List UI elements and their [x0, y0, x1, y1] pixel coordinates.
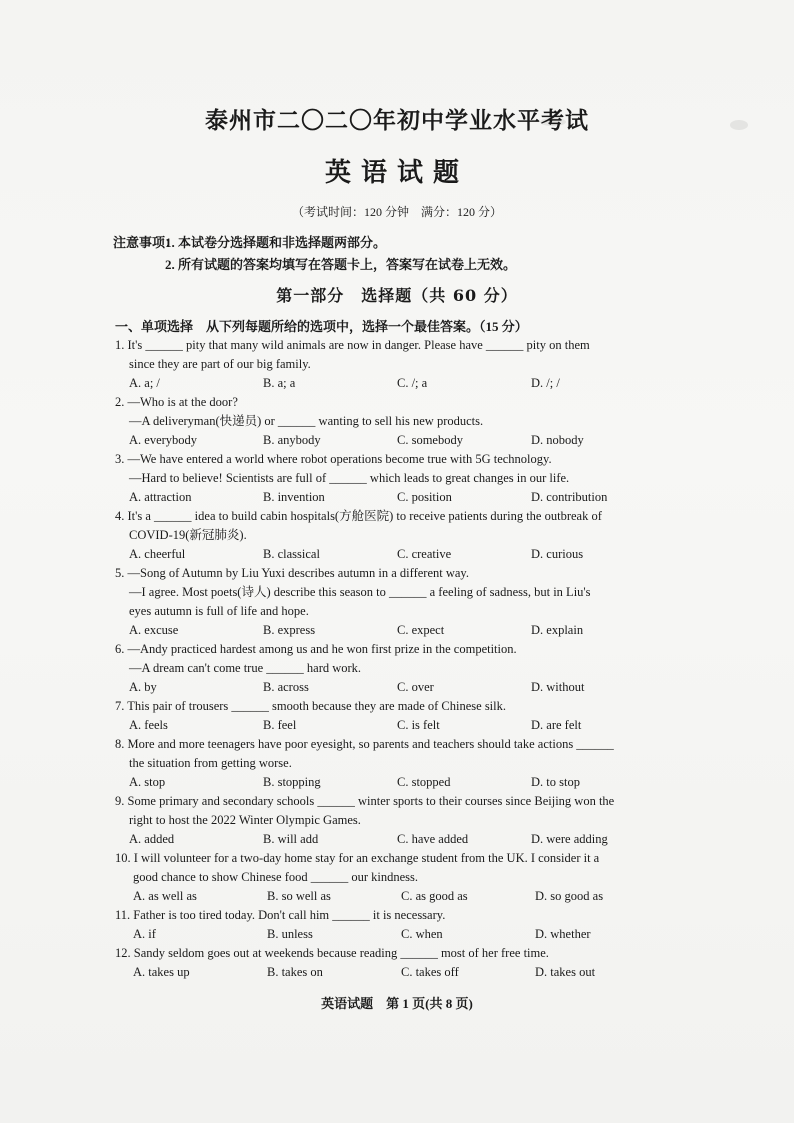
option-row: [115, 374, 700, 393]
option-c: C. when: [401, 927, 443, 941]
notes-item: 2. 所有试题的答案均填写在答题卡上，答案写在试卷上无效。: [165, 257, 517, 272]
option-c: C. takes off: [401, 965, 459, 979]
question-text: 1. It's ______ pity that many wild animals are now in danger. Please have ______ pity on them: [115, 338, 590, 352]
option-row: [115, 621, 700, 640]
question-item: [115, 450, 700, 507]
question-item: [115, 735, 700, 792]
question-list: [115, 336, 700, 982]
option-c: C. somebody: [397, 433, 463, 447]
option-c: C. have added: [397, 832, 469, 846]
option-c: C. over: [397, 680, 434, 694]
section-title: 一、单项选择 从下列每题所给的选项中，选择一个最佳答案。（15 分）: [115, 319, 528, 334]
option-b: B. classical: [263, 547, 320, 561]
option-row: [115, 830, 700, 849]
option-d: D. to stop: [531, 775, 580, 789]
question-text: —A dream can't come true ______ hard work.: [129, 661, 362, 675]
question-item: [115, 393, 700, 450]
option-d: D. so good as: [535, 889, 604, 903]
page-footer: 英语试题 第 1 页(共 8 页): [321, 996, 473, 1011]
notes-item: 1. 本试卷分选择题和非选择题两部分。: [165, 235, 387, 250]
notes-section: [113, 232, 516, 276]
option-a: A. a; /: [129, 376, 160, 390]
option-a: A. added: [129, 832, 175, 846]
option-c: C. position: [397, 490, 452, 504]
option-row: [115, 431, 700, 450]
option-a: A. if: [133, 927, 156, 941]
question-text: right to host the 2022 Winter Olympic Games.: [129, 813, 361, 827]
option-c: C. is felt: [397, 718, 440, 732]
question-text: 8. More and more teenagers have poor eyesight, so parents and teachers should take actions ______: [115, 737, 614, 751]
option-row: [115, 716, 700, 735]
option-row: [115, 887, 700, 906]
option-c: C. /; a: [397, 376, 428, 390]
option-b: B. a; a: [263, 376, 296, 390]
option-d: D. takes out: [535, 965, 596, 979]
option-b: B. stopping: [263, 775, 321, 789]
option-a: A. feels: [129, 718, 168, 732]
option-b: B. anybody: [263, 433, 321, 447]
option-a: A. takes up: [133, 965, 190, 979]
option-a: A. stop: [129, 775, 166, 789]
option-d: D. are felt: [531, 718, 582, 732]
option-d: D. curious: [531, 547, 584, 561]
option-a: A. by: [129, 680, 157, 694]
option-d: D. contribution: [531, 490, 608, 504]
question-text: 2. —Who is at the door?: [115, 395, 238, 409]
question-text: 9. Some primary and secondary schools ______ winter sports to their courses since Beijing won the: [115, 794, 615, 808]
option-d: D. explain: [531, 623, 584, 637]
question-item: [115, 944, 700, 982]
question-text: since they are part of our big family.: [129, 357, 311, 371]
option-d: D. nobody: [531, 433, 584, 447]
option-row: [115, 678, 700, 697]
exam-info: （考试时间：120 分钟 满分：120 分）: [291, 205, 502, 219]
question-text: 10. I will volunteer for a two-day home stay for an exchange student from the UK. I consider it a: [115, 851, 600, 865]
option-b: B. unless: [267, 927, 313, 941]
question-text: —I agree. Most poets(诗人) describe this season to ______ a feeling of sadness, but in Liu's: [129, 585, 591, 599]
option-a: A. excuse: [129, 623, 179, 637]
question-text: the situation from getting worse.: [129, 756, 292, 770]
option-row: [115, 773, 700, 792]
option-a: A. cheerful: [129, 547, 186, 561]
option-c: C. as good as: [401, 889, 468, 903]
subject-title: 英语试题: [324, 158, 469, 188]
notes-label: 注意事项：: [113, 235, 179, 250]
question-text: 4. It's a ______ idea to build cabin hospitals(方舱医院) to receive patients during the outbreak of: [115, 509, 602, 523]
option-a: A. as well as: [133, 889, 197, 903]
question-text: 6. —Andy practiced hardest among us and he won first prize in the competition.: [115, 642, 517, 656]
option-d: D. were adding: [531, 832, 608, 846]
question-item: [115, 792, 700, 849]
option-d: D. whether: [535, 927, 591, 941]
option-b: B. so well as: [267, 889, 331, 903]
question-item: [115, 507, 700, 564]
question-text: eyes autumn is full of life and hope.: [129, 604, 309, 618]
question-item: [115, 906, 700, 944]
question-text: COVID-19(新冠肺炎).: [129, 528, 247, 542]
question-text: 12. Sandy seldom goes out at weekends because reading ______ most of her free time.: [115, 946, 549, 960]
question-item: [115, 336, 700, 393]
option-row: [115, 545, 700, 564]
option-b: B. across: [263, 680, 309, 694]
question-text: 11. Father is too tired today. Don't call him ______ it is necessary.: [115, 908, 446, 922]
question-text: 3. —We have entered a world where robot operations become true with 5G technology.: [115, 452, 552, 466]
question-text: —A deliveryman(快递员) or ______ wanting to sell his new products.: [129, 414, 484, 428]
option-b: B. invention: [263, 490, 325, 504]
exam-title: 泰州市二〇二〇年初中学业水平考试: [205, 107, 589, 134]
part-title: 第一部分 选择题（共 60 分）: [276, 286, 518, 305]
option-c: C. stopped: [397, 775, 451, 789]
option-row: [115, 488, 700, 507]
option-d: D. /; /: [531, 376, 560, 390]
question-text: 7. This pair of trousers ______ smooth because they are made of Chinese silk.: [115, 699, 507, 713]
option-row: [115, 925, 700, 944]
question-item: [115, 697, 700, 735]
question-text: —Hard to believe! Scientists are full of ______ which leads to great changes in our life.: [129, 471, 570, 485]
option-a: A. attraction: [129, 490, 192, 504]
option-b: B. takes on: [267, 965, 323, 979]
question-item: [115, 849, 700, 906]
option-a: A. everybody: [129, 433, 198, 447]
option-b: B. express: [263, 623, 316, 637]
question-item: [115, 640, 700, 697]
option-b: B. will add: [263, 832, 319, 846]
question-text: 5. —Song of Autumn by Liu Yuxi describes autumn in a different way.: [115, 566, 469, 580]
option-b: B. feel: [263, 718, 297, 732]
question-text: good chance to show Chinese food ______ our kindness.: [133, 870, 419, 884]
option-d: D. without: [531, 680, 585, 694]
question-item: [115, 564, 700, 640]
option-c: C. expect: [397, 623, 445, 637]
option-row: [115, 963, 700, 982]
option-c: C. creative: [397, 547, 452, 561]
